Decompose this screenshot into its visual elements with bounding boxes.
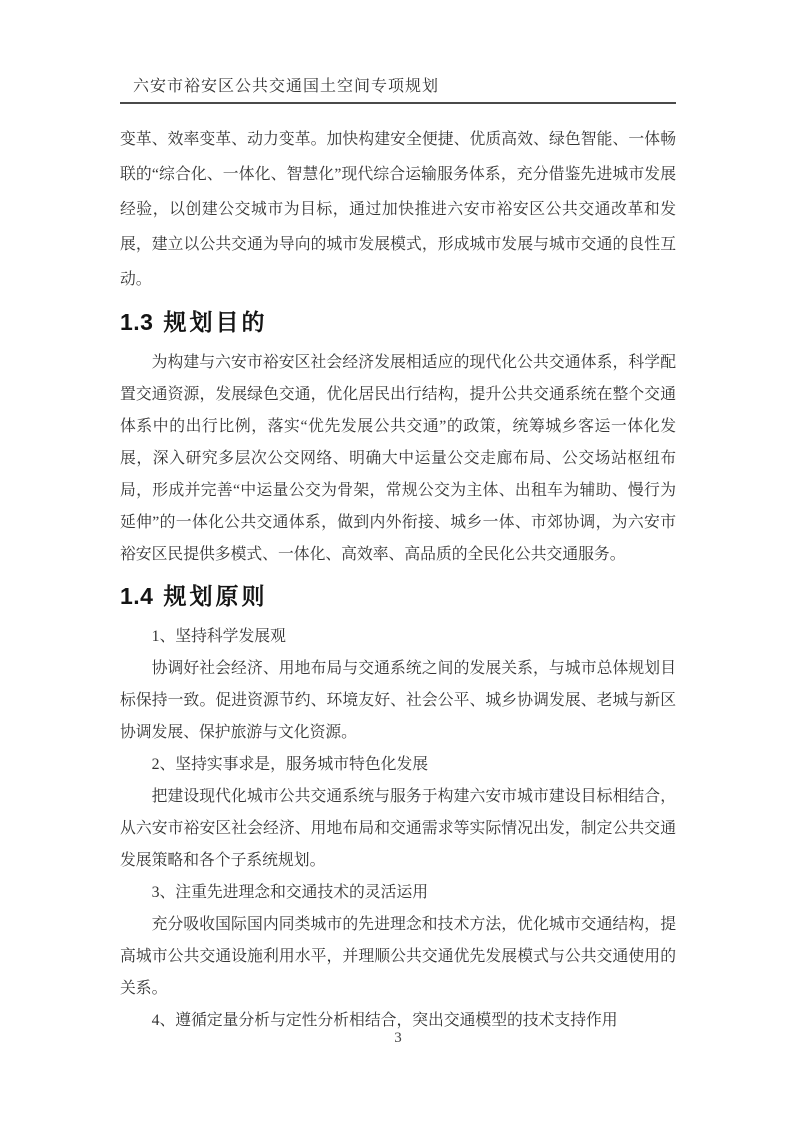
principle-body: 把建设现代化城市公共交通系统与服务于构建六安市城市建设目标相结合，从六安市裕安区社会经济、用地布局和交通需求等实际情况出发，制定公共交通发展策略和各个子系统规划。	[120, 788, 676, 869]
section-title: 规划原则	[163, 583, 268, 609]
principle-item	[120, 877, 676, 1005]
section-number: 1.4	[120, 583, 154, 609]
principle-heading: 2、坚持实事求是，服务城市特色化发展	[151, 756, 429, 773]
page-number: 3	[394, 1030, 402, 1046]
principle-item	[120, 749, 676, 877]
principle-body: 协调好社会经济、用地布局与交通系统之间的发展关系，与城市总体规划目标保持一致。促进资源节约、环境友好、社会公平、城乡协调发展、老城与新区协调发展、保护旅游与文化资源。	[120, 660, 676, 741]
principle-heading: 3、注重先进理念和交通技术的灵活运用	[151, 884, 429, 901]
section-heading-1-4	[120, 581, 676, 611]
section-1-3-paragraph: 为构建与六安市裕安区社会经济发展相适应的现代化公共交通体系，科学配置交通资源，发展绿色交通，优化居民出行结构，提升公共交通系统在整个交通体系中的出行比例，落实“优先发展公共交通”的政策，统筹城乡客运一体化发展，深入研究多层次公交网络、明确大中运量公交走廊布局、公交场站枢纽布局，形成并完善“中运量公交为骨架，常规公交为主体、出租车为辅助、慢行为延伸”的一体化公共交通体系，做到内外衔接、城乡一体、市郊协调，为六安市裕安区民提供多模式、一体化、高效率、高品质的全民化公共交通服务。	[120, 354, 676, 563]
section-title: 规划目的	[163, 309, 268, 335]
page-header	[120, 0, 676, 104]
intro-paragraph: 变革、效率变革、动力变革。加快构建安全便捷、优质高效、绿色智能、一体畅联的“综合化、一体化、智慧化”现代综合运输服务体系，充分借鉴先进城市发展经验，以创建公交城市为目标，通过加快推进六安市裕安区公共交通改革和发展，建立以公共交通为导向的城市发展模式，形成城市发展与城市交通的良性互动。	[120, 131, 676, 288]
principle-heading: 1、坚持科学发展观	[151, 628, 286, 645]
principle-heading: 4、遵循定量分析与定性分析相结合，突出交通模型的技术支持作用	[151, 1012, 618, 1029]
page-header-title: 六安市裕安区公共交通国土空间专项规划	[120, 78, 676, 104]
principle-item	[120, 621, 676, 749]
section-heading-1-3	[120, 307, 676, 337]
principle-body: 充分吸收国际国内同类城市的先进理念和技术方法，优化城市交通结构，提高城市公共交通设施利用水平，并理顺公共交通优先发展模式与公共交通使用的关系。	[120, 916, 676, 997]
section-number: 1.3	[120, 309, 154, 335]
page-content	[120, 0, 676, 1037]
